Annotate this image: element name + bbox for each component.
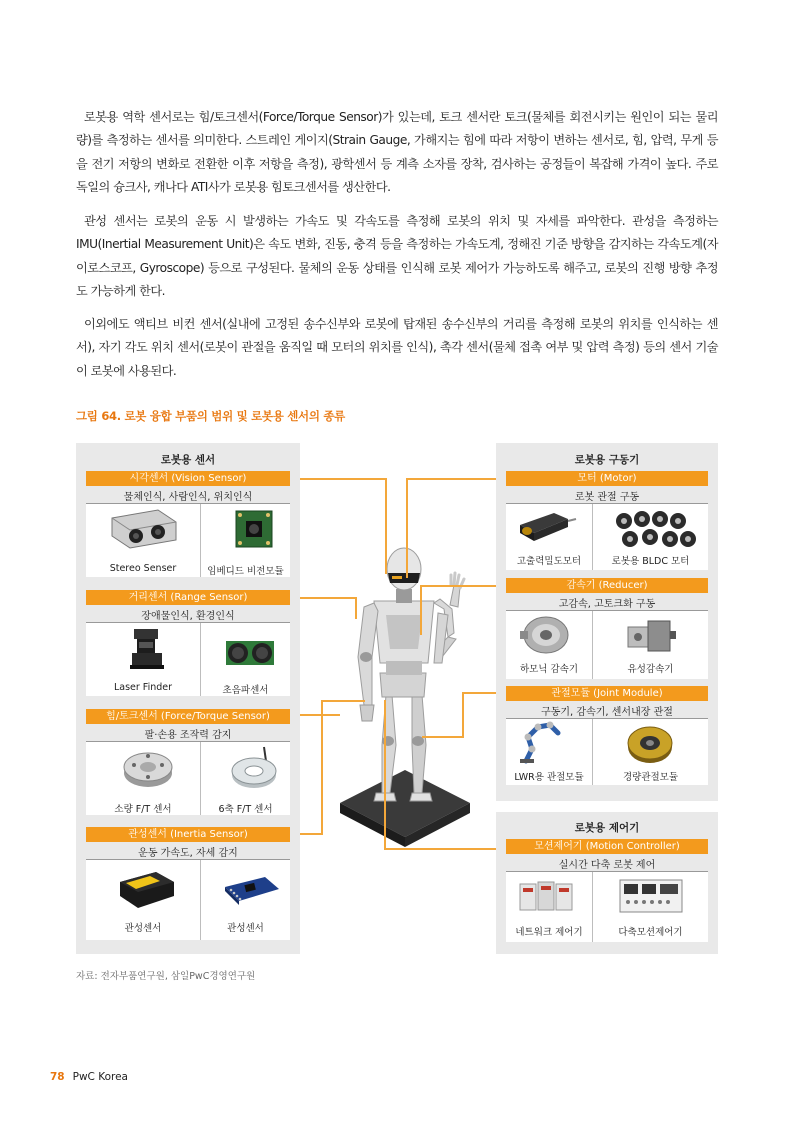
six-axis-ft-sensor-image — [228, 743, 280, 791]
joint-module-desc: 구동기, 감속기, 센서내장 관절 — [541, 707, 673, 718]
motion-controller-bar: 모션제어기 (Motion Controller) — [506, 839, 708, 854]
bldc-motor-caption: 로봇용 BLDC 모터 — [611, 556, 690, 567]
laser-finder-caption: Laser Finder — [113, 682, 173, 693]
high-power-motor-caption: 고출력밀도모터 — [516, 556, 582, 567]
six-axis-ft-sensor-caption: 6축 F/T 센서 — [218, 804, 273, 815]
harmonic-reducer-caption: 하모닉 감속기 — [519, 664, 579, 675]
stereo-senser-caption: Stereo Senser — [109, 563, 177, 574]
sensor-panel — [76, 443, 300, 954]
motor-desc: 로봇 관절 구동 — [574, 492, 640, 503]
actuator-panel-title: 로봇용 구동기 — [574, 454, 640, 466]
vision-sensor-bar: 시각센서 (Vision Sensor) — [86, 471, 290, 486]
controller-panel — [496, 812, 718, 954]
planetary-reducer-image — [622, 613, 678, 657]
inertia-sensor-caption-2: 관성센서 — [227, 923, 264, 934]
inertia-sensor-desc: 운동 가속도, 자세 감지 — [138, 848, 238, 859]
vision-module-image — [234, 509, 274, 549]
body-paragraph-3: 이외에도 액티브 비컨 센서(실내에 고정된 송수신부와 로봇에 탑재된 송수신부의 거리를 측정해 로봇의 위치를 인식하는 센서), 자기 각도 위치 센서(로봇이 관절을 움직일 때 모터의 위치를 인식), 촉각 센서(물체 접촉 여부 및 압력 측정) 등의 센서 기술이 로봇에 사용된다. — [76, 317, 718, 378]
small-ft-sensor-image — [122, 745, 174, 791]
footer-brand: PwC Korea — [72, 1071, 128, 1083]
ultrasonic-sensor-caption: 초음파센서 — [222, 685, 269, 696]
actuator-panel — [496, 443, 718, 801]
lwr-joint-module-image — [518, 719, 568, 765]
bldc-motor-image — [608, 507, 700, 551]
inertia-sensor-image-2 — [221, 873, 281, 909]
vision-sensor-desc: 물체인식, 사람인식, 위치인식 — [123, 492, 253, 503]
range-sensor-bar: 거리센서 (Range Sensor) — [86, 590, 290, 605]
high-power-motor-image — [514, 507, 578, 547]
vision-module-caption: 임베디드 비전모듈 — [207, 566, 284, 577]
multi-axis-controller-caption: 다축모션제어기 — [618, 927, 683, 938]
body-paragraph-2: 관성 센서는 로봇의 운동 시 발생하는 가속도 및 각속도를 측정해 로봇의 위치 및 자세를 파악한다. 관성을 측정하는 IMU(Inertial Measurement Unit)은 속도 변화, 진동, 충격 등을 측정하는 가속도계, 정해진 기준 방향을 감지하는 각속도계(자이로스코프, Gyroscope) 등으로 구성된다. 물체의 운동 상태를 인식해 로봇 제어가 가능하도록 해주고, 로봇의 진행 방향 추정도 가능하게 한다. — [76, 214, 718, 299]
lwr-joint-module-caption: LWR용 관절모듈 — [514, 772, 584, 783]
inertia-sensor-image-1 — [116, 868, 178, 912]
body-paragraph-1: 로봇용 역학 센서로는 힘/토크센서(Force/Torque Sensor)가 있는데, 토크 센서란 토크(물체를 회전시키는 원인이 되는 물리량)를 측정하는 센서를 의미한다. 스트레인 게이지(Strain Gauge, 가해지는 힘에 따라 저항이 변하는 센서로, 힘, 압력, 무게 등을 전기 저항의 변화로 전환한 이후 저항을 측정), 광학센서 등 계측 소자를 장착, 검사하는 공정들이 복잡해 가격이 높다. 주로 독일의 슝크사, 캐나다 ATI사가 로봇용 힘토크센서를 생산한다. — [76, 110, 718, 195]
page-number: 78 — [50, 1071, 65, 1083]
inertia-sensor-bar: 관성센서 (Inertia Sensor) — [86, 827, 290, 842]
planetary-reducer-caption: 유성감속기 — [627, 664, 674, 675]
harmonic-reducer-image — [516, 613, 572, 657]
range-sensor-desc: 장애물인식, 환경인식 — [141, 611, 235, 622]
network-controller-caption: 네트워크 제어기 — [515, 927, 583, 938]
force-torque-sensor-bar: 힘/토크센서 (Force/Torque Sensor) — [86, 709, 290, 724]
ultrasonic-sensor-image — [222, 635, 278, 669]
joint-module-bar: 관절모듈 (Joint Module) — [506, 686, 708, 701]
inertia-sensor-caption-1: 관성센서 — [124, 923, 162, 934]
multi-axis-controller-image — [618, 876, 684, 916]
force-torque-sensor-desc: 팔·손용 조작력 감지 — [144, 730, 232, 741]
lightweight-joint-module-image — [624, 721, 676, 765]
page-footer — [50, 1071, 128, 1083]
controller-panel-title: 로봇용 제어기 — [574, 822, 640, 834]
laser-finder-image — [128, 627, 168, 671]
lightweight-joint-module-caption: 경량관절모듈 — [622, 772, 679, 783]
figure-source: 자료: 전자부품연구원, 삼일PwC경영연구원 — [76, 971, 256, 982]
reducer-bar: 감속기 (Reducer) — [506, 578, 708, 593]
sensor-panel-title: 로봇용 센서 — [160, 454, 216, 466]
reducer-desc: 고감속, 고토크화 구동 — [558, 599, 656, 610]
motion-controller-desc: 실시간 다축 로봇 제어 — [558, 860, 656, 871]
network-controller-image — [518, 878, 574, 914]
small-ft-sensor-caption: 소량 F/T 센서 — [114, 804, 172, 815]
figure-title: 그림 64. 로봇 융합 부품의 범위 및 로봇용 센서의 종류 — [76, 409, 345, 423]
motor-bar: 모터 (Motor) — [506, 471, 708, 486]
stereo-camera-image — [108, 506, 180, 550]
